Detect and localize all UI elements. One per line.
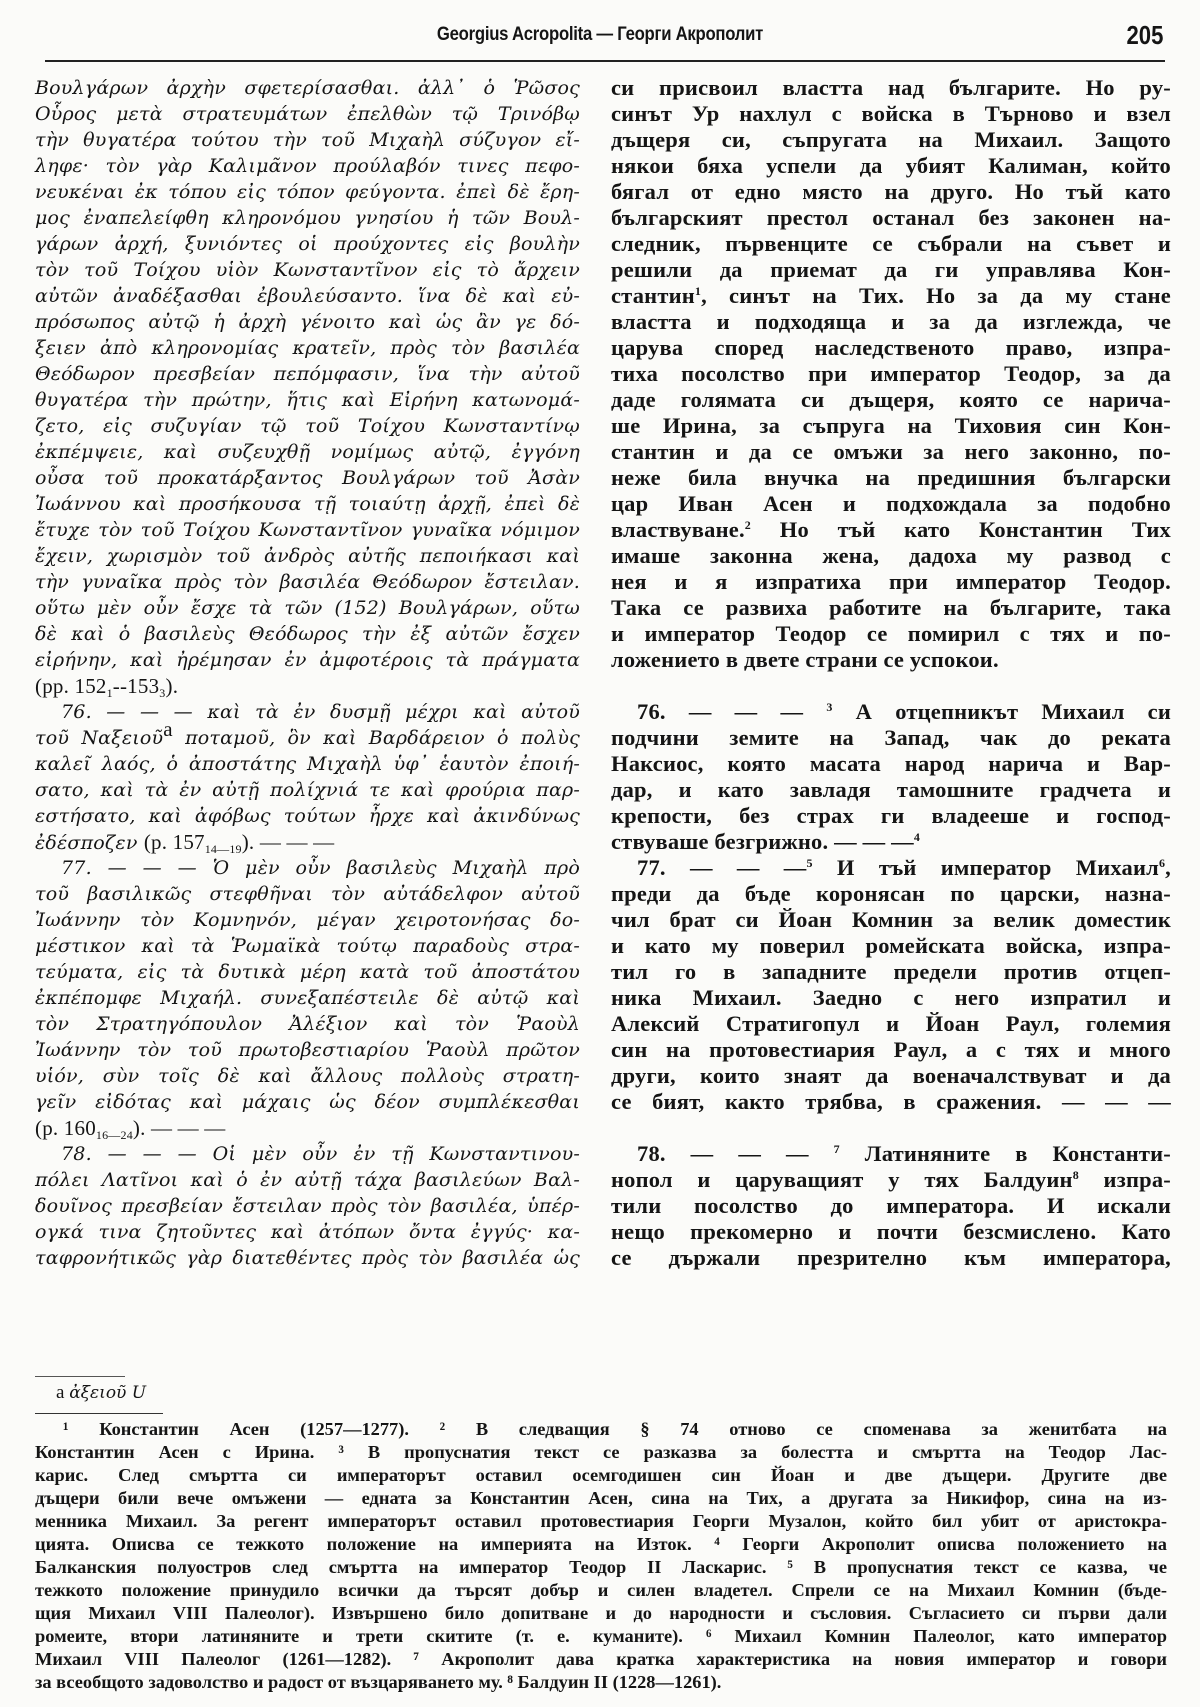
footnote-line: ¹ Константин Асен (1257—1277). ² В следващия § 74 отново се споменава за женитбата на [63,1419,1167,1439]
greek-line: Ἰωάννην τὸν τοῦ πρωτοβεστιαρίου Ῥαοὺλ πρῶτον [35,1039,580,1061]
bulgarian-paragraph-77 [611,881,1171,1115]
critical-apparatus [56,1382,146,1404]
bulgarian-line [611,283,1171,309]
footnote-rule [35,1413,163,1414]
bulgarian-line: и император Теодор се помирил с тях и по- [611,621,1171,646]
paragraph-gap [611,1115,1171,1141]
line-text: ἐδέσποζεν [35,832,138,854]
footnote-marker-3[interactable]: 3 [826,700,833,714]
footnote-marker-2[interactable]: 2 [744,518,751,532]
greek-line: υἱόν, σὺν τοῖς δὲ καὶ ἄλλους πολλοὺς στρατη- [35,1065,580,1087]
greek-line: ογκά τινα ζητοῦντες καὶ ἀτόπων ὄντα ἐγγύς· κα- [35,1221,580,1243]
greek-reference-75 [35,673,580,699]
apparatus-note-marker: a [163,717,173,741]
greek-paragraph-76-line [35,717,581,751]
bulgarian-line: следник, първенците се събрали на съвет и [611,231,1171,256]
bulgarian-line: някои бяха успели да убият Калиман, който [611,153,1171,178]
greek-line: ξειεν ἀπὸ κληρονομίας κρατεῖν, πρὸς τὸν βασιλέα [35,337,580,359]
line-text: 78. — — — [637,1141,834,1166]
greek-line: Οὗρος μετὰ στρατευμάτων ἐπελθὼν τῷ Τρινόβῳ [35,103,580,125]
greek-line: οὕτω μὲν οὖν ἔσχε τὰ τῶν (152) Βουλγάρων, οὕτω [35,597,580,619]
greek-line: τὸν Στρατηγόπουλον Ἀλέξιον καὶ τὸν Ῥαοὺλ [35,1013,580,1035]
footnote-line: за всеобщото задоволство и радост от възцаряването му. ⁸ Балдуин II (1228—1261). [35,1672,722,1692]
footnote-marker-8[interactable]: 8 [1072,1168,1079,1182]
greek-line: Ἰωάννην τὸν Κομνηνόν, μέγαν χειροτονήσας δο- [35,909,580,931]
footnote-line: карис. След смъртта си императорът оставил осемгодишен син Йоан и две дъщери. Другите две [35,1465,1167,1485]
line-text: изпра- [1078,1167,1171,1192]
line-text: ποταμοῦ, ὃν καὶ Βαρδάρειον ὁ πολὺς [185,727,581,749]
bulgarian-paragraph-76-first-line [611,699,1171,725]
bulgarian-line: решили да приемат да ги управлява Кон- [611,257,1171,282]
greek-line: Βουλγάρων ἀρχὴν σφετερίσασθαι. ἀλλ᾽ ὁ Ῥῶσος [35,77,580,99]
bulgarian-line: чил брат си Йоан Комнин за велик доместик [611,907,1171,932]
ref-text: ). [165,674,179,698]
footnote-line: Михаил VIII Палеолог (1261—1282). ⁷ Акрополит дава кратка характеристика на новия император и говори [35,1649,1167,1669]
header-rule [45,60,1165,62]
greek-line: Θεόδωρον πρεσβείαν πεπόμφασιν, ἵνα τὴν αὐτοῦ [35,363,580,385]
greek-reference-76 [144,830,335,854]
ref-text: (pp. 152 [35,674,107,698]
greek-line: τοῦ βασιλικῶς στεφθῆναι τὸν αὐτάδελφον αὐτοῦ [35,883,580,905]
running-header [35,18,1165,58]
line-text: нопол и царуващият у тях Балдуин [611,1167,1073,1192]
greek-line: ἐκπέμψειε, καὶ συζευχθῇ νομίμως αὐτῷ, ἐγγόνη [35,441,580,463]
greek-line: μέστικον καὶ τὰ Ῥωμαϊκὰ τούτῳ παραδοὺς στρα- [35,935,580,957]
ref-sub: 3 [159,686,166,700]
footnote-marker-7[interactable]: 7 [833,1142,840,1156]
bulgarian-line: подчини земите на Запад, чак до реката [611,725,1171,750]
greek-paragraph-78 [35,1141,580,1271]
greek-line: ταφρονήτικῶς γὰρ διατεθέντες πρὸς τὸν βασιλέα ὡς [35,1247,580,1269]
bulgarian-line: Така се развиха работите на българите, така [611,595,1171,620]
ref-text: (p. 157 [143,830,205,854]
bulgarian-line: тиха посолство при император Теодор, за да [611,361,1171,386]
footnote-line: щия Михаил VIII Палеолог). Извършено било допитване и до народности и съсловия. Съгласието си първи дали [35,1603,1167,1623]
bulgarian-line: Наксиос, която масата народ нарича и Вар- [611,751,1171,776]
greek-paragraph-76-last-line [35,829,580,855]
bulgarian-paragraph-75 [611,75,1171,283]
greek-line: δουῖνος πρεσβείαν ἔστειλαν πρὸς τὸν βασιλέα, ὑπέρ- [35,1195,580,1217]
greek-line: μος ἐναπελείφθη κληρονόμου γνησίου ἡ τῶν Βουλ- [35,207,580,229]
bulgarian-line: преди да бъде коронясан по царски, назна- [611,881,1171,906]
bulgarian-line: имаше законна жена, дадоха му развод с [611,543,1171,568]
line-text: Латиняните в Константи- [839,1141,1171,1166]
greek-line: ληφε· τὸν γὰρ Καλιμᾶνον προύλαβόν τινες πεφο- [35,155,580,177]
bulgarian-line: цар Иван Асен и подхождала за подобно [611,491,1171,516]
naxeiou-word: τοῦ Ναξειοῦ [35,727,164,749]
bulgarian-paragraph-75-end [611,543,1171,673]
bulgarian-line: дар, и като завладя тамошните градчета и [611,777,1171,802]
greek-line: πόλει Λατῖνοι καὶ ὁ ἐν αὐτῇ τάχα βασιλεύων Βαλ- [35,1169,580,1191]
bulgarian-line: Алексий Стратигопул и Йоан Раул, големия [611,1011,1171,1036]
paragraph-gap [611,673,1171,699]
greek-line: γάρων ἀρχή, ξυνιόντες οἱ προύχοντες εἰς βουλὴν [35,233,580,255]
footnote-line: Балканския полуостров след смъртта на император Теодор II Ласкарис. ⁵ В пропуснатия текст се казва, че [35,1557,1167,1577]
ref-sub: 1 [106,686,113,700]
bulgarian-line: други, които знаят да военачалствуват и да [611,1063,1171,1088]
footnote-line: цията. Описва се тежкото положение на империята на Изток. ⁴ Георги Акрополит описва положението на [35,1534,1167,1554]
greek-line: νευκέναι ἐκ τόπου εἰς τόπον φεύγοντα. ἐπεὶ δὲ ἔρη- [35,181,580,203]
greek-paragraph-76-first-line: 76. — — — καὶ τὰ ἐν δυσμῇ μέχρι καὶ αὐτοῦ [61,701,580,723]
bulgarian-paragraph-76-last-line [611,829,1171,855]
footnote-marker-5[interactable]: 5 [806,856,813,870]
bulgarian-line: стантин и да се омъжи за него законно, по- [611,439,1171,464]
greek-line: ἔχειν, χωρισμὸν τοῦ ἀνδρὸς αὐτῆς πεποιήκασι καὶ [35,545,580,567]
apparatus-rule [35,1376,125,1377]
bulgarian-line: царува според наследственото право, изпра- [611,335,1171,360]
apparatus-mark: a [56,1382,65,1403]
bulgarian-line: ника Михаил. Заедно с него изпратил и [611,985,1171,1010]
bulgarian-line: дъщеря си, съпругата на Михаил. Защото [611,127,1171,152]
line-text: стантин [611,283,695,308]
bulgarian-line: се държали презрително към императора, [611,1245,1171,1270]
greek-line: ζετο, εἰς συζυγίαν τῷ τοῦ Τοίχου Κωνσταντίνῳ [35,415,580,437]
greek-text-column [35,75,580,1271]
greek-line: πρόσωπος αὐτῷ ἡ ἀρχὴ γένοιτο καὶ ὡς ἂν γε δό- [35,311,580,333]
bulgarian-line: неже била внучка на предишния български [611,465,1171,490]
bulgarian-text-column [611,75,1171,1271]
footnote-marker-4[interactable]: 4 [913,830,921,844]
greek-line: ἔτυχε τὸν τοῦ Τοίχου Κωνσταντῖνον γυναῖκα νόμιμον [35,519,580,541]
greek-paragraph-75 [35,75,580,673]
footnote-line: дъщери били вече омъжени — едната за Константин Асен, сина на Тих, а другата за Никифор, сина на из- [35,1488,1167,1508]
bulgarian-line: нея и я изпратиха при император Теодор. [611,569,1171,594]
line-text: А отцепникът Михаил си [832,699,1171,724]
greek-paragraph-76-line: καλεῖ λαός, ὁ ἀποστάτης Μιχαὴλ ὑφ᾽ ἑαυτὸν ἐποιή- [35,753,580,775]
footnote-marker-1[interactable]: 1 [694,284,702,298]
greek-line: εἰρήνην, καὶ ἠρέμησαν ἐν ἀμφοτέροις τὰ πράγματα [35,649,580,671]
ref-sub: 16—24 [95,1128,133,1142]
apparatus-text: ἀξειοῦ U [69,1383,147,1403]
line-text: ствуваше безгрижно. — — — [611,829,914,854]
greek-line: γεῖν εἰδότας καὶ μάχαις ὡς δέον συμπλέκεσθαι [35,1091,580,1113]
bulgarian-line [611,517,1171,543]
greek-line: θυγατέρα τὴν πρώτην, ἥτις καὶ Εἰρήνη κατωνομά- [35,389,580,411]
line-text: 76. — — — [637,699,827,724]
greek-line: 78. — — — Οἱ μὲν οὖν ἐν τῇ Κωνσταντινου- [61,1143,580,1165]
greek-line: τὸν τοῦ Τοίχου υἱὸν Κωνσταντῖνον εἰς τὸ ἄρχειν [35,259,580,281]
footnote-line: тежкото положение принудило всички да търсят добър и силен владетел. Спрели се на Михаил Комнин (бъде- [35,1580,1167,1600]
bulgarian-line [611,1167,1171,1193]
bulgarian-line: ложението в двете страни се успокои. [611,647,999,672]
bulgarian-line: и като му поверил ромейската войска, изпра- [611,933,1171,958]
bulgarian-line: ше Ирина, за съпруга на Тиховия син Кон- [611,413,1171,438]
greek-line: Ἰωάννου καὶ προσήκουσα τῇ τοιαύτῃ ἀρχῇ, ἐπεὶ δὲ [35,493,580,515]
bulgarian-line: син на протовестиария Раул, а с тях и много [611,1037,1171,1062]
bulgarian-paragraph-78 [611,1193,1171,1271]
bulgarian-line: българският престол останал без законен на- [611,205,1171,230]
bulgarian-paragraph-75-cont [611,309,1171,517]
ref-sub: 14—19 [204,842,242,856]
bulgarian-paragraph-78-first-line [611,1141,1171,1167]
greek-line: τὴν γυναῖκα πρὸς τὸν βασιλέα Θεόδωρον ἔστειλαν. [35,571,580,593]
footnote-marker-6[interactable]: 6 [1158,856,1166,870]
line-text: 77. — — — [637,855,807,880]
line-text: Но тъй като Константин Тих [750,517,1171,542]
footnotes [35,1418,1167,1694]
greek-line: ἐκπέπομφε Μιχαήλ. συνεξαπέστειλε δὲ αὐτῷ καὶ [35,987,580,1009]
greek-line: οὖσα τοῦ προκατάρξαντος Βουλγάρων τοῦ Ἀσὰν [35,467,580,489]
ref-text: (p. 160 [35,1116,96,1140]
ref-text: ). — — — [132,1116,226,1140]
greek-line: τεύματα, εἰς τὰ δυτικὰ μέρη κατὰ τοῦ ἀποστάτου [35,961,580,983]
bulgarian-line: синът Ур нахлул с войска в Търново и взел [611,101,1171,126]
line-text: И тъй император Михаил [812,855,1159,880]
greek-line: αὐτῶν ἀναδέξασθαι ἐβουλεύσαντο. ἵνα δὲ καὶ εὐ- [35,285,580,307]
page-number: 205 [1126,20,1163,50]
bulgarian-line: крепости, без страх ги владееше и господ- [611,803,1171,828]
footnote-line: ромеите, втори латиняните и трети скитите (т. е. куманите). ⁶ Михаил Комнин Палеолог, като император [35,1626,1167,1646]
bulgarian-paragraph-77-first-line [611,855,1171,881]
bulgarian-paragraph-76 [611,725,1171,829]
footnote-line: Константин Асен с Ирина. ³ В пропуснатия текст се разказва за болестта и смъртта на Теодор Лас- [35,1442,1167,1462]
greek-paragraph-76-line: εστήσατο, καὶ ἀφόβως τούτων ἦρχε καὶ ἀκινδύνως [35,805,580,827]
line-text: , синът на Тих. Но за да му стане [701,283,1171,308]
bulgarian-line: тили посолство до императора. И искали [611,1193,1171,1218]
ref-text: ). — — — [241,830,335,854]
bulgarian-line: бягал от едно място на друго. Но тъй като [611,179,1171,204]
ref-text: --153 [112,674,160,698]
bulgarian-line: се бият, както трябва, в сражения. — — — [611,1089,1171,1114]
greek-line: 77. — — — Ὁ μὲν οὖν βασιλεὺς Μιχαὴλ πρὸ [61,857,580,879]
bulgarian-line: нещо прекомерно и почти безсмислено. Като [611,1219,1171,1244]
greek-reference-77 [35,1115,580,1141]
bulgarian-line: даде голямата си дъщеря, която се нарича- [611,387,1171,412]
bulgarian-line: тил го в западните предели против отцеп- [611,959,1171,984]
bulgarian-line: властта и подходяща и за да изглежда, че [611,309,1171,334]
greek-paragraph-76-line: σατο, καὶ τὰ ἐν αὐτῇ πολίχνιά τε καὶ φρούρια παρ- [35,779,580,801]
line-text: , [1165,855,1171,880]
greek-line: δὲ καὶ ὁ βασιλεὺς Θεόδωρος τὴν ἐξ αὐτῶν ἔσχεν [35,623,580,645]
greek-paragraph-77 [35,855,580,1115]
bulgarian-line: си присвоил властта над българите. Но ру- [611,75,1171,100]
running-title: Georgius Acropolita — Георги Акрополит [436,24,764,45]
line-text: властвуване. [611,517,745,542]
greek-line: τὴν θυγατέρα τούτου τὴν τοῦ Μιχαὴλ σύζυγον εἴ- [35,129,580,151]
footnote-line: менника Михаил. За регент императорът оставил протовестиария Георги Музалон, който бил убит от аристокра- [35,1511,1167,1531]
